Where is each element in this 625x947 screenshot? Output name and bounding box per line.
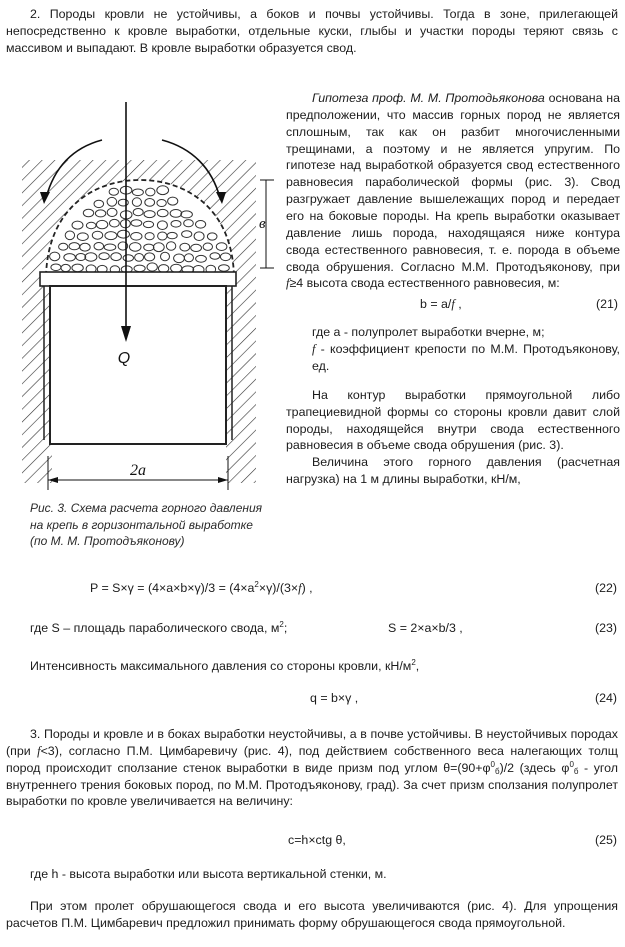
equation-22: $P = S\times\gamma = (4\times a\times b\times\gamma)/3 = (4\times a^2\times\gamma)/(3\times f)$ ,	[90, 580, 313, 595]
hypothesis-body-a: основана на предположении, что массив горных пород не является сплошным, так как он разбит многочисленными трещинами, а поэтому и не является упругим. По гипотезе над выработкой образуется свод естественного равновесия параболической формы (рис. 3). Свод разгружает давление вышележащих пород и передает его на боковые породы. На крепь выработки оказывает давление лишь порода, находящаяся ниже контура свода естественного равновесия, т. е. порода в объеме свода обрушения. Согласно М.М. Протодъяконову, при	[286, 91, 620, 274]
fig-label-2a: 2a	[130, 462, 146, 479]
figure-3-caption: Рис. 3. Схема расчета горного давления на крепь в горизонтальной выработке (по М. М. Протодъяконову)	[30, 501, 263, 549]
paragraph-contour: На контур выработки прямоугольной либо трапециевидной формы со стороны кровли давит слой породы, находящейся внутри свода естественного равновесия в объеме свода обрушения (рис. 3).	[286, 387, 620, 453]
paragraph-last: При этом пролет обрушающегося свода и его высота увеличиваются (рис. 4). Для упрощения расчетов П.М. Цимбаревич предложил принимать форму обрушающегося свода прямоугольной.	[6, 899, 618, 930]
equation-23: S = 2×a×b/3 ,	[388, 621, 463, 635]
hypothesis-title: Гипотеза проф. М. М. Протодьяконова	[312, 91, 545, 105]
where-f: f - коэффициент крепости по М.М. Протодъяконову, ед.	[312, 342, 620, 374]
fig-label-b: в	[259, 216, 266, 232]
fig-label-q: Q	[117, 350, 131, 367]
hypothesis-paragraph	[286, 90, 620, 292]
equation-24: q = b×γ ,	[310, 691, 359, 705]
support-frame	[50, 286, 226, 444]
equation-25: c=h×ctg θ,	[288, 833, 346, 847]
equation-21-number: (21)	[595, 297, 618, 312]
equation-21-row	[286, 294, 620, 316]
equation-24-number: (24)	[594, 691, 617, 705]
equation-22-number: (22)	[594, 581, 617, 595]
equation-25-number: (25)	[594, 833, 617, 847]
where-a: где а - полупролет выработки вчерне, м;	[312, 325, 545, 340]
support-cap	[40, 272, 236, 286]
equation-21: b = a/f ,	[420, 297, 462, 312]
equation-23-number: (23)	[594, 621, 617, 635]
where-h: где h - высота выработки или высота вертикальной стенки, м.	[30, 867, 387, 881]
where-s: где S – площадь параболического свода, $м^2$;	[30, 620, 288, 635]
hypothesis-body-b: ≥4 высота свода естественного равновесия, м:	[289, 276, 560, 291]
paragraph-roof-unstable: 2. Породы кровли не устойчивы, а боков и почвы устойчивы. Тогда в зоне, прилегающей непосредственно к кровле выработки, отдельные куски, глыбы и участки породы теряют связь с массивом и выпадают. В кровле выработки образуется свод.	[6, 7, 618, 55]
intensity-line: Интенсивность максимального давления со стороны кровли, $кН/м^2$,	[30, 658, 420, 673]
paragraph-load: Величина этого горного давления (расчетная нагрузка) на 1 м длины выработки, кН/м,	[286, 455, 620, 487]
figure-3-diagram	[12, 88, 282, 498]
right-column	[286, 90, 620, 488]
paragraph-unstable-sides: 3. Породы и кровле и в боках выработки неустойчивы, а в почве устойчивы. В неустойчивых породах (при f<3), согласно П.М. Цимбаревичу (рис. 4), под действием собственного веса налегающих толщ пород происходит сползание стенок выработки в виде призм под углом $\theta=(90+\varphi^0_б)/2$ (здесь $\varphi^0_б$ - угол внутреннего трения боковых пород, по М.М. Протодъяконову, град). За счет призм сползания полупролет выработки по кровле увеличивается на величину:	[6, 727, 618, 809]
hypothesis-f: f	[286, 276, 290, 291]
